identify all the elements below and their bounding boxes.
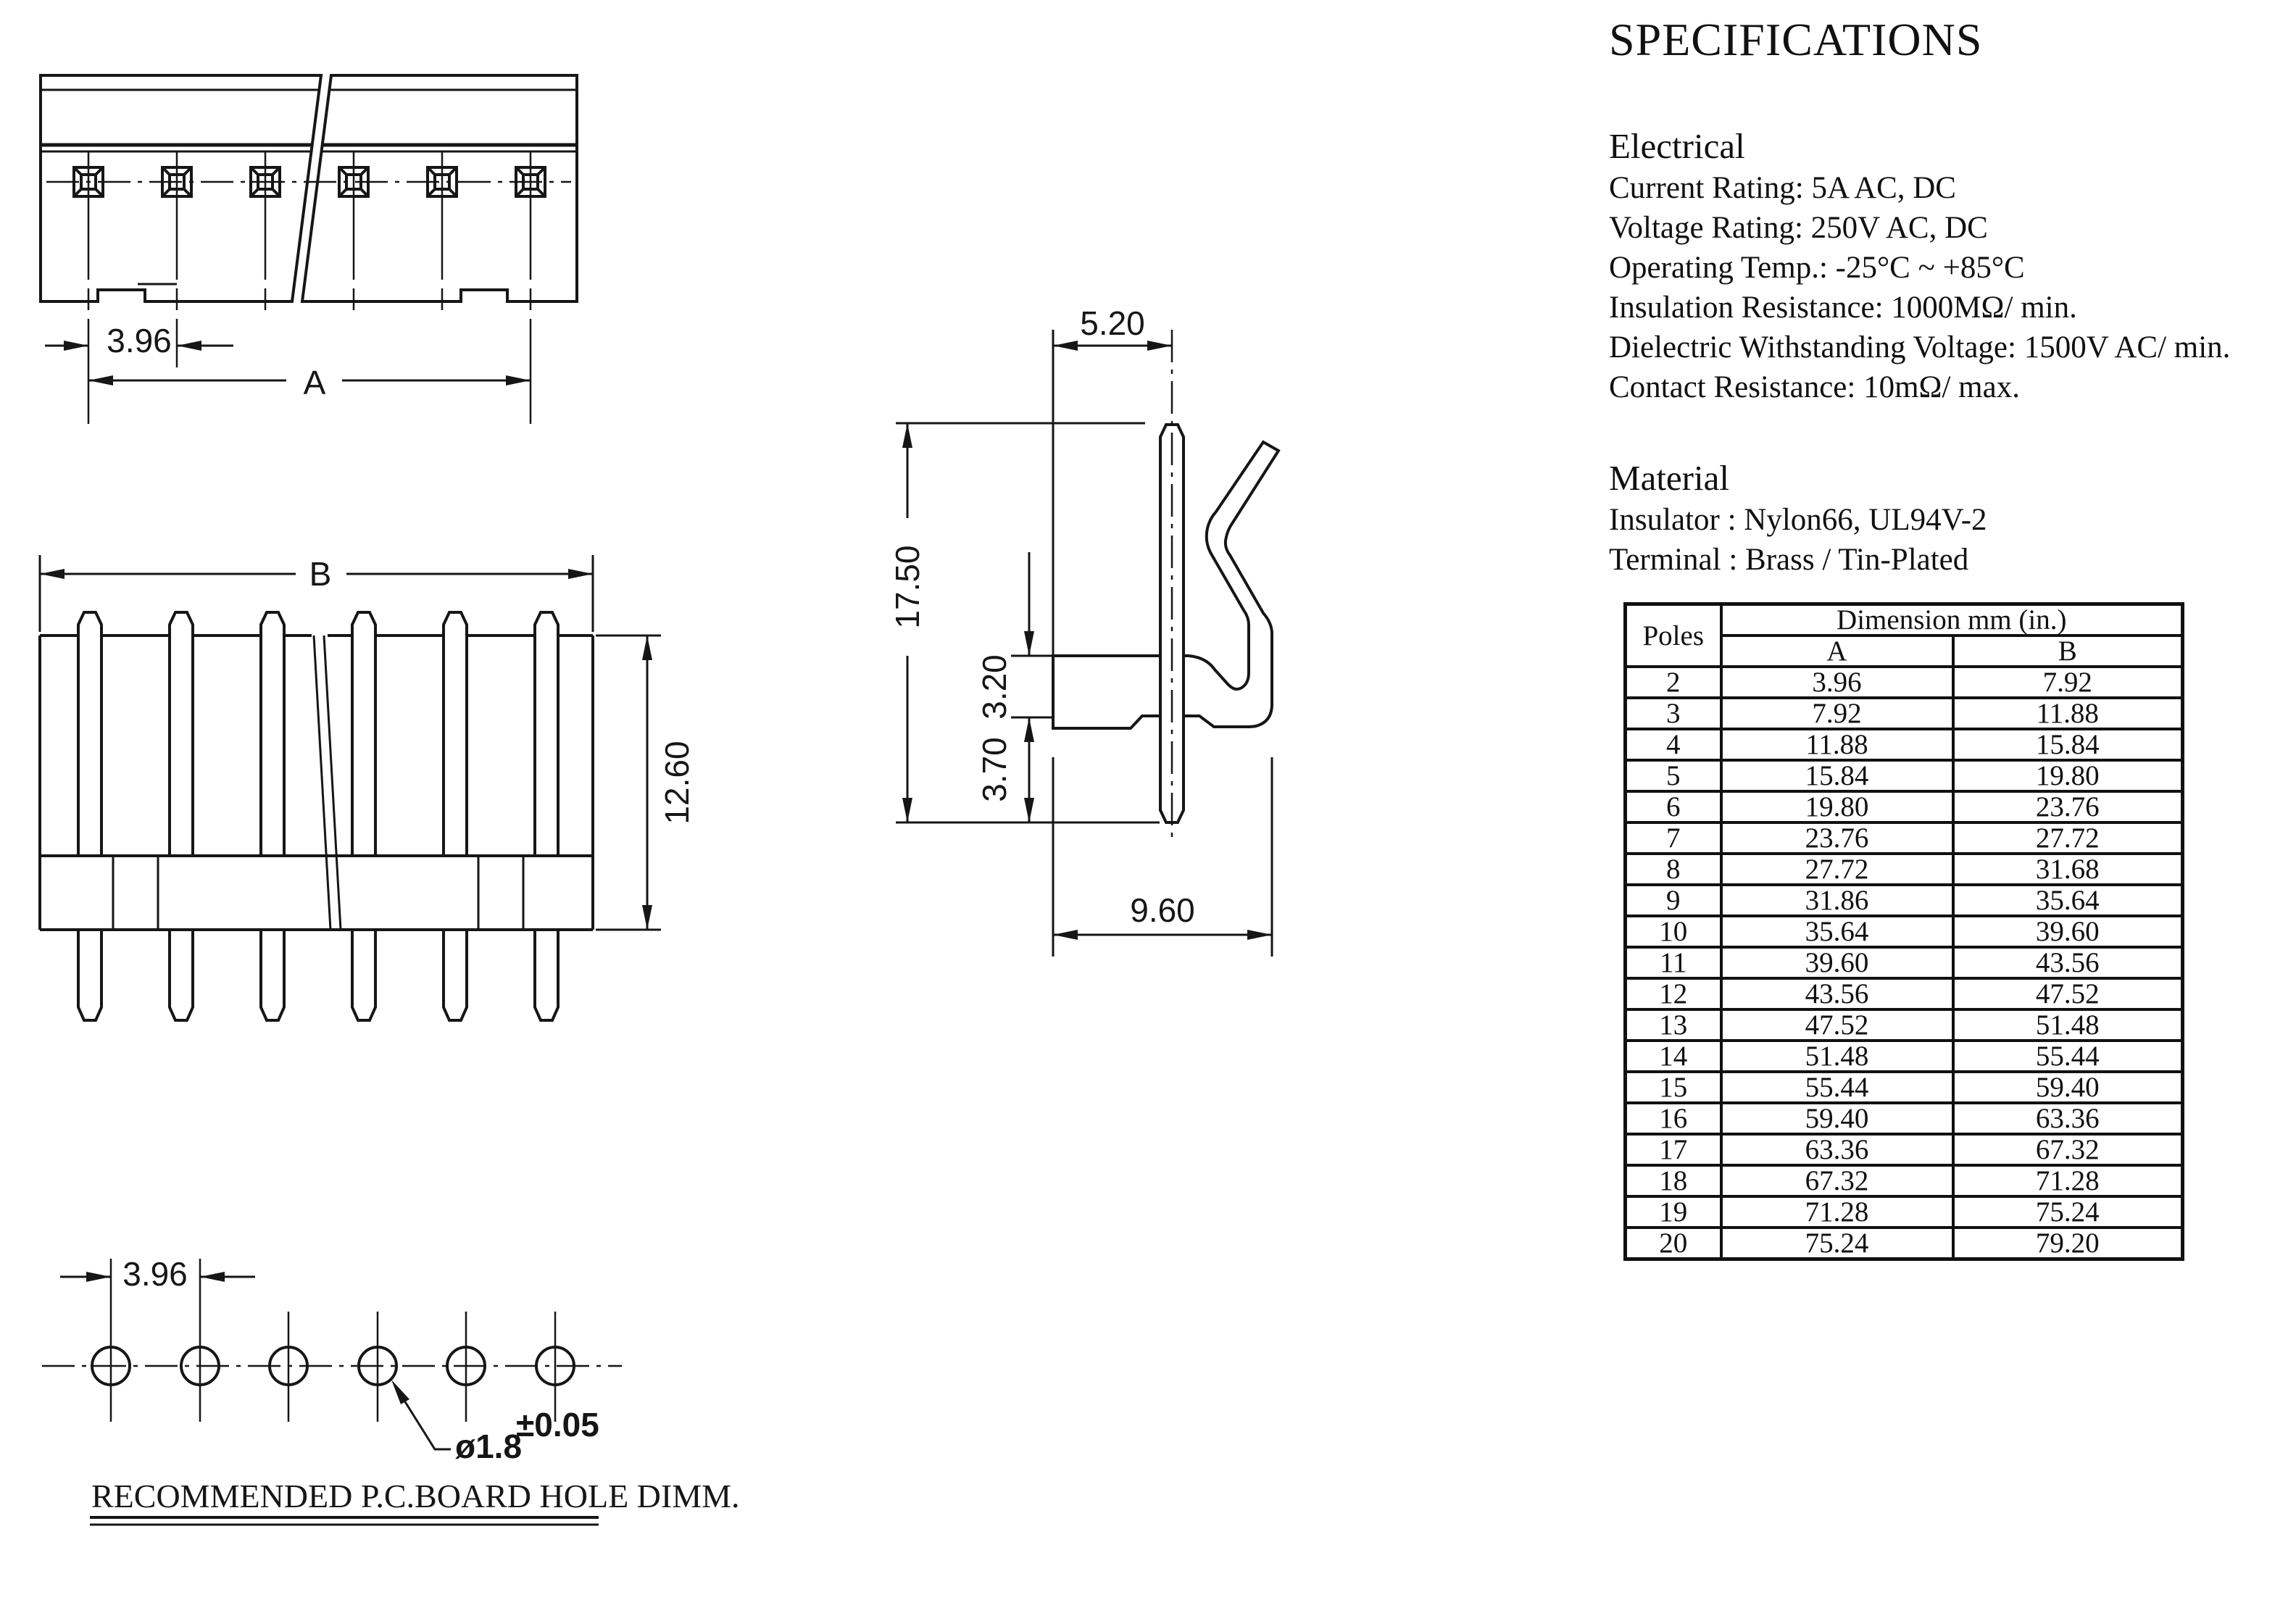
table-row xyxy=(1626,854,2183,885)
hole-diameter-label: ø1.8 xyxy=(455,1428,523,1465)
pcb-hole-callout xyxy=(391,1380,599,1465)
dim-label-overall-b: B xyxy=(309,555,332,593)
cell-a: 19.80 xyxy=(1721,791,1953,822)
table-row xyxy=(1626,1041,2183,1072)
break-line xyxy=(314,636,330,930)
spec-line-insulation-resistance: Insulation Resistance: 1000MΩ/ min. xyxy=(1609,291,2077,325)
cell-a: 75.24 xyxy=(1721,1228,1953,1259)
cell-b: 71.28 xyxy=(1953,1165,2183,1196)
cell-poles: 4 xyxy=(1626,729,1721,760)
dim-label-body-height: 3.20 xyxy=(976,654,1013,720)
cell-poles: 14 xyxy=(1626,1041,1721,1072)
table-row xyxy=(1626,916,2183,947)
cell-b: 55.44 xyxy=(1953,1041,2183,1072)
cell-a: 11.88 xyxy=(1721,729,1953,760)
material-section xyxy=(1609,457,1987,580)
cell-a: 31.86 xyxy=(1721,885,1953,916)
dimension-table xyxy=(1623,602,2184,1261)
top-view-body-outline xyxy=(41,75,577,301)
cell-a: 59.40 xyxy=(1721,1103,1953,1134)
cell-poles: 12 xyxy=(1626,978,1721,1009)
cell-a: 63.36 xyxy=(1721,1134,1953,1165)
top-view-drawing xyxy=(41,75,577,424)
cell-b: 7.92 xyxy=(1953,667,2183,698)
cell-a: 67.32 xyxy=(1721,1165,1953,1196)
table-row xyxy=(1626,885,2183,916)
arrowhead-icon xyxy=(642,905,652,930)
break-line xyxy=(324,636,341,930)
cell-b: 35.64 xyxy=(1953,885,2183,916)
arrowhead-icon xyxy=(1147,341,1172,351)
cell-a: 47.52 xyxy=(1721,1009,1953,1041)
table-row xyxy=(1626,978,2183,1009)
cell-b: 19.80 xyxy=(1953,760,2183,791)
table-row xyxy=(1626,1134,2183,1165)
spec-line-insulator: Insulator : Nylon66, UL94V-2 xyxy=(1609,503,1987,537)
cell-a: 15.84 xyxy=(1721,760,1953,791)
arrowhead-icon xyxy=(568,569,593,579)
table-row xyxy=(1626,760,2183,791)
cell-poles: 3 xyxy=(1626,698,1721,729)
cell-b: 23.76 xyxy=(1953,791,2183,822)
cell-a: 55.44 xyxy=(1721,1072,1953,1103)
cell-a: 43.56 xyxy=(1721,978,1953,1009)
cell-b: 15.84 xyxy=(1953,729,2183,760)
cell-a: 35.64 xyxy=(1721,916,1953,947)
arrowhead-icon xyxy=(902,798,912,822)
cell-b: 47.52 xyxy=(1953,978,2183,1009)
side-view-drawing xyxy=(889,304,1278,957)
cell-a: 27.72 xyxy=(1721,854,1953,885)
dim-label-overall-a: A xyxy=(303,364,326,401)
arrowhead-icon xyxy=(40,569,65,579)
cell-poles: 9 xyxy=(1626,885,1721,916)
table-row xyxy=(1626,698,2183,729)
pcb-caption-text: RECOMMENDED P.C.BOARD HOLE DIMM. xyxy=(91,1478,740,1514)
material-heading: Material xyxy=(1609,458,1729,498)
table-row xyxy=(1626,1196,2183,1228)
arrowhead-icon xyxy=(1247,930,1272,940)
arrowhead-icon xyxy=(1053,341,1078,351)
cell-b: 11.88 xyxy=(1953,698,2183,729)
cell-poles: 6 xyxy=(1626,791,1721,822)
cell-b: 67.32 xyxy=(1953,1134,2183,1165)
table-row xyxy=(1626,947,2183,978)
table-row xyxy=(1626,1009,2183,1041)
cell-b: 39.60 xyxy=(1953,916,2183,947)
pcb-dim-pitch xyxy=(60,1255,255,1293)
cell-a: 23.76 xyxy=(1721,822,1953,854)
table-row xyxy=(1626,667,2183,698)
spec-line-voltage-rating: Voltage Rating: 250V AC, DC xyxy=(1609,211,1988,245)
arrowhead-icon xyxy=(86,1272,111,1282)
spec-line-dielectric-voltage: Dielectric Withstanding Voltage: 1500V AC/ min. xyxy=(1609,330,2231,364)
cell-a: 51.48 xyxy=(1721,1041,1953,1072)
cell-b: 59.40 xyxy=(1953,1072,2183,1103)
page-title: SPECIFICATIONS xyxy=(1609,14,1983,65)
cell-b: 79.20 xyxy=(1953,1228,2183,1259)
table-row xyxy=(1626,791,2183,822)
cell-poles: 8 xyxy=(1626,854,1721,885)
dim-label-tail-length: 3.70 xyxy=(976,737,1013,802)
side-view-dim-body-height xyxy=(976,552,1053,720)
arrowhead-icon xyxy=(1024,717,1034,742)
top-view-dim-pitch xyxy=(45,322,233,359)
front-view-body-outline xyxy=(40,636,593,930)
table-row xyxy=(1626,1103,2183,1134)
electrical-section xyxy=(1609,125,2230,407)
cell-poles: 18 xyxy=(1626,1165,1721,1196)
table-row xyxy=(1626,822,2183,854)
dim-label-pitch: 3.96 xyxy=(107,322,172,359)
table-header-col-a: A xyxy=(1721,636,1953,667)
cell-poles: 10 xyxy=(1626,916,1721,947)
cell-poles: 7 xyxy=(1626,822,1721,854)
spec-line-operating-temp: Operating Temp.: -25°C ~ +85°C xyxy=(1609,251,2025,285)
arrowhead-icon xyxy=(200,1272,225,1282)
cell-poles: 19 xyxy=(1626,1196,1721,1228)
cell-b: 63.36 xyxy=(1953,1103,2183,1134)
front-view-dim-overall xyxy=(40,555,593,632)
cell-a: 3.96 xyxy=(1721,667,1953,698)
arrowhead-icon xyxy=(1024,798,1034,822)
spec-line-contact-resistance: Contact Resistance: 10mΩ/ max. xyxy=(1609,370,2020,404)
spec-line-terminal: Terminal : Brass / Tin-Plated xyxy=(1609,543,1969,577)
table-row xyxy=(1626,1165,2183,1196)
front-view-dim-height xyxy=(596,636,696,930)
arrowhead-icon xyxy=(642,636,652,660)
cell-a: 39.60 xyxy=(1721,947,1953,978)
arrowhead-icon xyxy=(506,375,531,386)
arrowhead-icon xyxy=(1053,930,1078,940)
cell-poles: 15 xyxy=(1626,1072,1721,1103)
arrowhead-icon xyxy=(1024,631,1034,656)
top-view-dim-overall xyxy=(88,364,531,401)
arrowhead-icon xyxy=(391,1380,409,1404)
table-row xyxy=(1626,1072,2183,1103)
front-view-pins xyxy=(78,612,558,1020)
side-view-dim-tail-length xyxy=(976,717,1034,822)
front-view-drawing xyxy=(40,555,696,1020)
arrowhead-icon xyxy=(88,375,113,386)
cell-b: 75.24 xyxy=(1953,1196,2183,1228)
arrowhead-icon xyxy=(902,423,912,448)
dim-label-height: 12.60 xyxy=(658,741,696,825)
cell-poles: 20 xyxy=(1626,1228,1721,1259)
cell-poles: 13 xyxy=(1626,1009,1721,1041)
side-view-dim-pin-length xyxy=(889,423,1160,822)
spec-line-current-rating: Current Rating: 5A AC, DC xyxy=(1609,171,1956,205)
dim-label-depth: 9.60 xyxy=(1130,891,1195,929)
arrowhead-icon xyxy=(177,341,201,351)
cell-a: 71.28 xyxy=(1721,1196,1953,1228)
arrowhead-icon xyxy=(64,341,88,351)
side-view-dim-top-width xyxy=(1053,304,1172,656)
table-row xyxy=(1626,729,2183,760)
table-header-col-b: B xyxy=(1953,636,2183,667)
cell-b: 43.56 xyxy=(1953,947,2183,978)
dim-label-pin-length: 17.50 xyxy=(889,545,926,629)
dim-label-top-width: 5.20 xyxy=(1080,304,1145,342)
cell-b: 27.72 xyxy=(1953,822,2183,854)
cell-poles: 5 xyxy=(1626,760,1721,791)
cell-poles: 2 xyxy=(1626,667,1721,698)
hole-tolerance-label: ±0.05 xyxy=(516,1406,599,1443)
table-row xyxy=(1626,1228,2183,1259)
table-header-dimension: Dimension mm (in.) xyxy=(1721,604,2183,636)
cell-b: 51.48 xyxy=(1953,1009,2183,1041)
cell-a: 7.92 xyxy=(1721,698,1953,729)
pcb-hole-drawing xyxy=(42,1255,740,1525)
cell-poles: 16 xyxy=(1626,1103,1721,1134)
electrical-heading: Electrical xyxy=(1609,126,1745,166)
cell-b: 31.68 xyxy=(1953,854,2183,885)
cell-poles: 11 xyxy=(1626,947,1721,978)
cell-poles: 17 xyxy=(1626,1134,1721,1165)
table-header-poles: Poles xyxy=(1626,604,1721,667)
pcb-caption xyxy=(90,1478,740,1525)
dim-label-pcb-pitch: 3.96 xyxy=(122,1255,188,1293)
